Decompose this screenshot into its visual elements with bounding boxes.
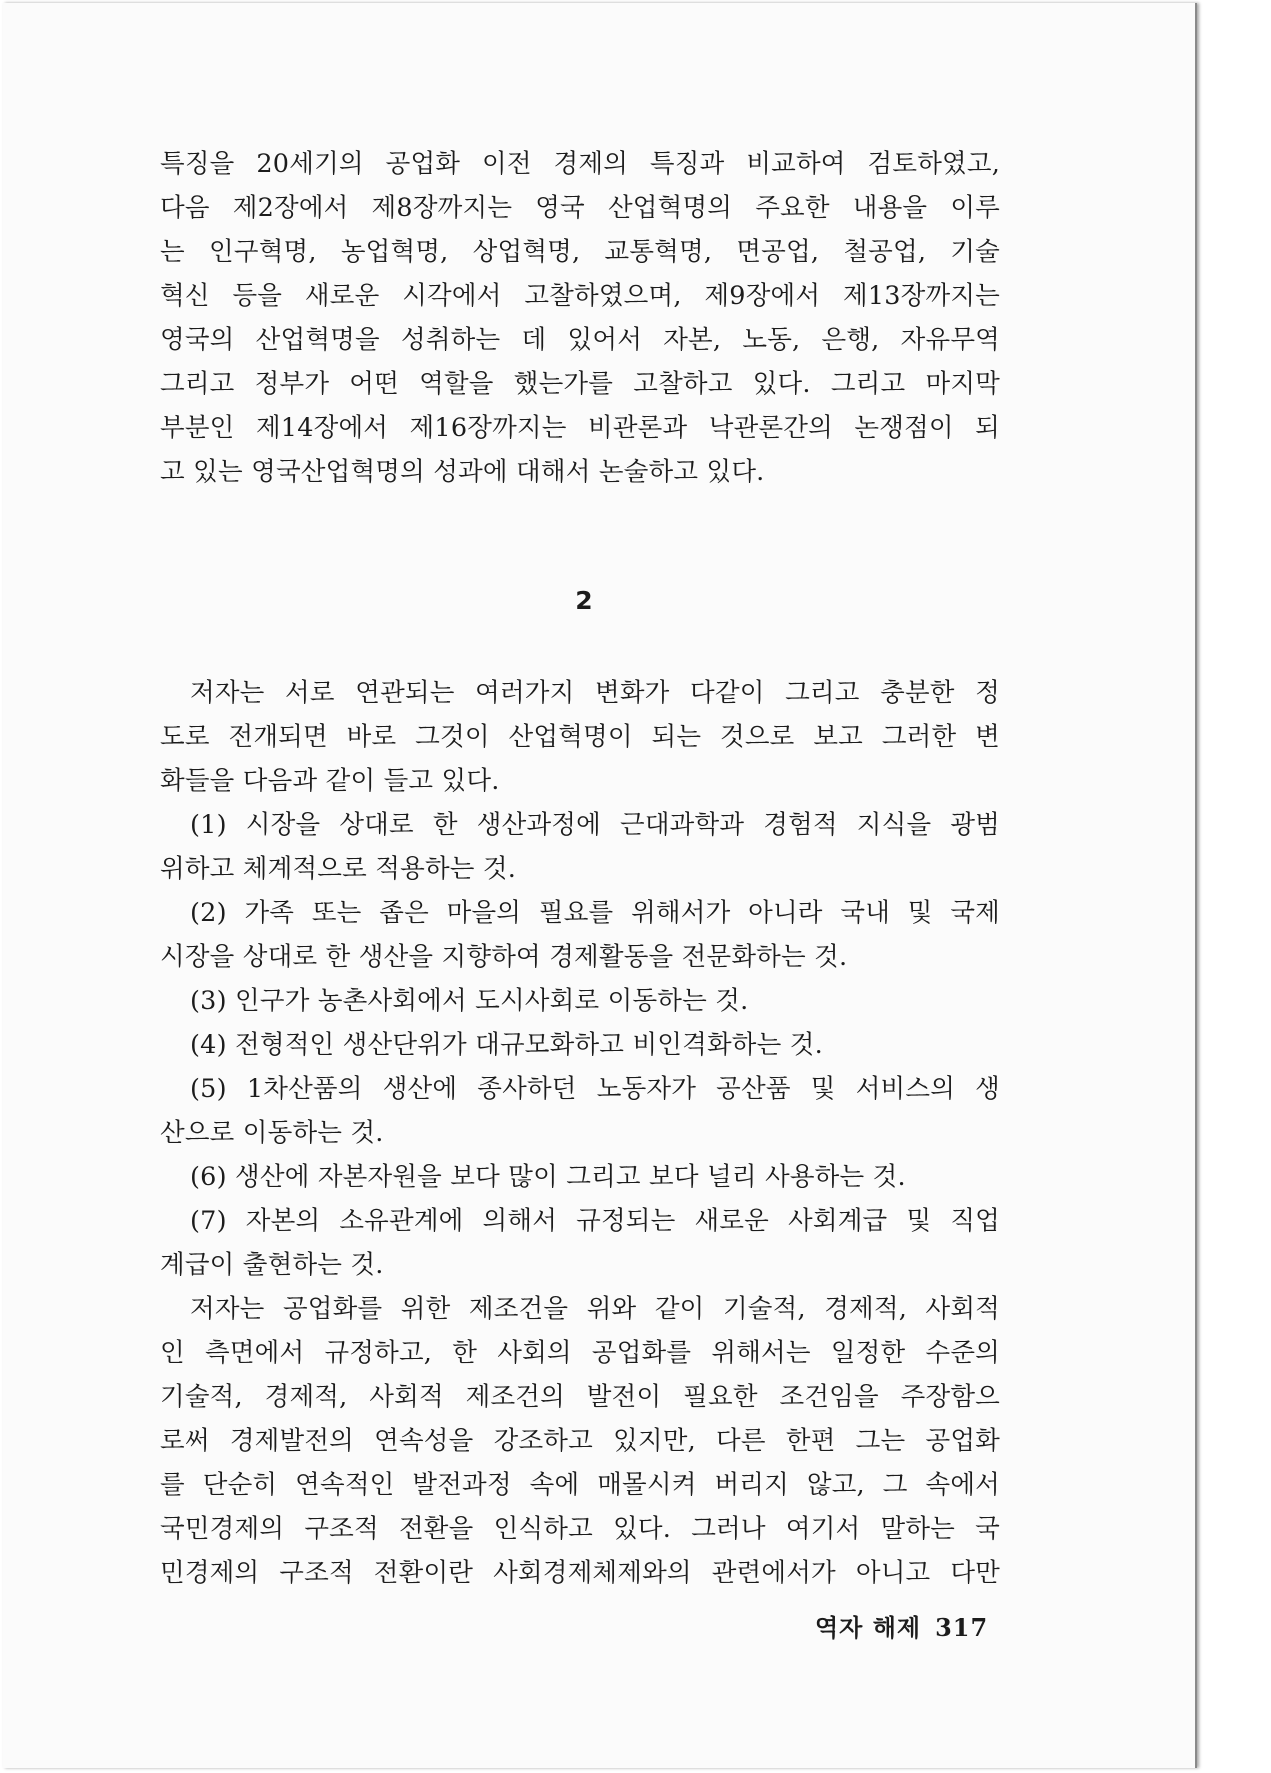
text-line: 민경제의 구조적 전환이란 사회경제체제와의 관련에서가 아니고 다만 <box>160 1558 1000 1588</box>
text-line: 특징을 20세기의 공업화 이전 경제의 특징과 비교하여 검토하였고, <box>160 149 1000 179</box>
text-line: 부분인 제14장에서 제16장까지는 비관론과 낙관론간의 논쟁점이 되 <box>160 413 1000 443</box>
text-line: 계급이 출현하는 것. <box>160 1250 384 1280</box>
text-line: 혁신 등을 새로운 시각에서 고찰하였으며, 제9장에서 제13장까지는 <box>160 281 1000 311</box>
text-line: 를 단순히 연속적인 발전과정 속에 매몰시켜 버리지 않고, 그 속에서 <box>160 1470 1000 1500</box>
running-title: 역자 해제 <box>815 1613 922 1642</box>
text-line: 그리고 정부가 어떤 역할을 했는가를 고찰하고 있다. 그리고 마지막 <box>160 369 1000 399</box>
list-item-7: (7) 자본의 소유관계에 의해서 규정되는 새로운 사회계급 및 직업 <box>190 1206 1000 1236</box>
text-line: 시장을 상대로 한 생산을 지향하여 경제활동을 전문화하는 것. <box>160 942 848 972</box>
book-page <box>3 3 1197 1768</box>
page-number: 317 <box>935 1613 989 1642</box>
list-item-2: (2) 가족 또는 좁은 마을의 필요를 위해서가 아니라 국내 및 국제 <box>190 898 1000 928</box>
text-line: 화들을 다음과 같이 들고 있다. <box>160 766 500 796</box>
paragraph-2 <box>160 671 1000 1595</box>
list-item-4: (4) 전형적인 생산단위가 대규모화하고 비인격화하는 것. <box>190 1030 823 1060</box>
list-item-3: (3) 인구가 농촌사회에서 도시사회로 이동하는 것. <box>190 986 749 1016</box>
text-line: 고 있는 영국산업혁명의 성과에 대해서 논술하고 있다. <box>160 457 765 487</box>
page-footer <box>815 1608 988 1643</box>
section-number: 2 <box>575 586 593 615</box>
text-line: 국민경제의 구조적 전환을 인식하고 있다. 그러나 여기서 말하는 국 <box>160 1514 1000 1544</box>
text-line: 다음 제2장에서 제8장까지는 영국 산업혁명의 주요한 내용을 이루 <box>160 193 1000 223</box>
list-item-5: (5) 1차산품의 생산에 종사하던 노동자가 공산품 및 서비스의 생 <box>190 1074 1000 1104</box>
text-line: 산으로 이동하는 것. <box>160 1118 384 1148</box>
text-line: 로써 경제발전의 연속성을 강조하고 있지만, 다른 한편 그는 공업화 <box>160 1426 1000 1456</box>
paragraph-1 <box>160 142 1000 494</box>
text-line: 는 인구혁명, 농업혁명, 상업혁명, 교통혁명, 면공업, 철공업, 기술 <box>160 237 1000 267</box>
text-line: 도로 전개되면 바로 그것이 산업혁명이 되는 것으로 보고 그러한 변 <box>160 722 1000 752</box>
viewer-background <box>1197 0 1271 1773</box>
text-line: 인 측면에서 규정하고, 한 사회의 공업화를 위해서는 일정한 수준의 <box>160 1338 1000 1368</box>
text-line: 기술적, 경제적, 사회적 제조건의 발전이 필요한 조건임을 주장함으 <box>160 1382 1000 1412</box>
list-item-6: (6) 생산에 자본자원을 보다 많이 그리고 보다 널리 사용하는 것. <box>190 1162 906 1192</box>
text-line: 저자는 서로 연관되는 여러가지 변화가 다같이 그리고 충분한 정 <box>190 678 1000 708</box>
list-item-1: (1) 시장을 상대로 한 생산과정에 근대과학과 경험적 지식을 광범 <box>190 810 1000 840</box>
text-line: 위하고 체계적으로 적용하는 것. <box>160 854 517 884</box>
text-line: 영국의 산업혁명을 성취하는 데 있어서 자본, 노동, 은행, 자유무역 <box>160 325 1000 355</box>
text-line: 저자는 공업화를 위한 제조건을 위와 같이 기술적, 경제적, 사회적 <box>190 1294 1000 1324</box>
